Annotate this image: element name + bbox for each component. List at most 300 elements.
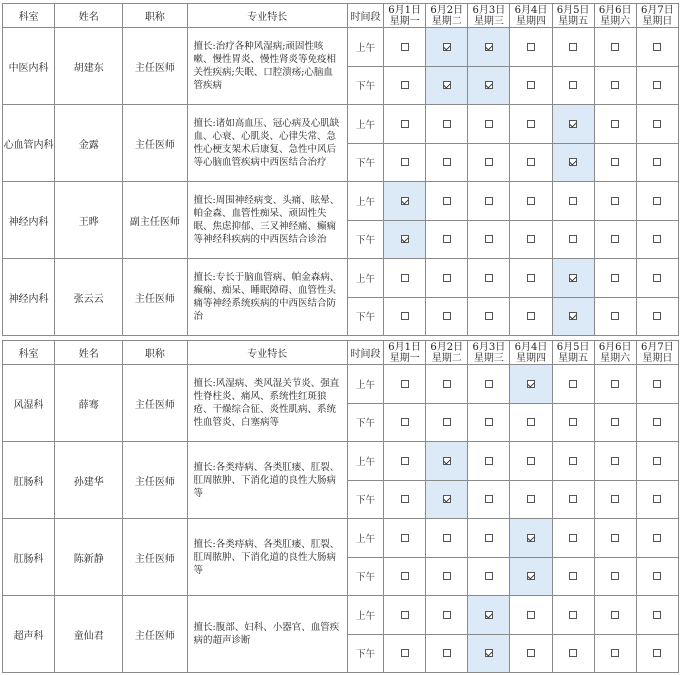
day-header: [636, 341, 678, 365]
schedule-cell[interactable]: [510, 365, 552, 404]
schedule-cell[interactable]: [552, 182, 594, 221]
empty-box-icon[interactable]: [485, 274, 493, 282]
schedule-cell[interactable]: [510, 519, 552, 558]
schedule-cell[interactable]: [552, 220, 594, 259]
date-label: 6月6日: [598, 4, 632, 16]
schedule-cell[interactable]: [552, 480, 594, 519]
empty-box-icon[interactable]: [443, 312, 451, 320]
schedule-cell[interactable]: [636, 403, 678, 442]
checked-box-icon[interactable]: [443, 81, 451, 89]
schedule-cell[interactable]: [384, 365, 426, 404]
empty-box-icon[interactable]: [485, 235, 493, 243]
schedule-cell[interactable]: [636, 365, 678, 404]
table-row: [3, 365, 679, 404]
empty-box-icon[interactable]: [401, 120, 409, 128]
doctor-name: 张云云: [55, 259, 123, 336]
empty-box-icon[interactable]: [611, 43, 619, 51]
empty-box-icon[interactable]: [569, 457, 577, 465]
schedule-cell[interactable]: [594, 297, 636, 336]
schedule-cell[interactable]: [468, 365, 510, 404]
schedule-cell[interactable]: [384, 143, 426, 182]
schedule-cell[interactable]: [384, 557, 426, 596]
empty-box-icon[interactable]: [401, 312, 409, 320]
timeslot-cell: 下午: [347, 143, 383, 182]
doctor-title: 主任医师: [123, 259, 187, 336]
empty-box-icon[interactable]: [611, 274, 619, 282]
checked-box-icon[interactable]: [485, 649, 493, 657]
date-label: 6月2日: [430, 341, 464, 353]
schedule-cell[interactable]: [468, 442, 510, 481]
empty-box-icon[interactable]: [653, 380, 661, 388]
timeslot-cell: 上午: [347, 105, 383, 144]
empty-box-icon[interactable]: [527, 235, 535, 243]
timeslot-cell: 上午: [347, 596, 383, 635]
empty-box-icon[interactable]: [485, 572, 493, 580]
schedule-cell[interactable]: [468, 557, 510, 596]
empty-box-icon[interactable]: [401, 43, 409, 51]
empty-box-icon[interactable]: [569, 197, 577, 205]
schedule-cell[interactable]: [552, 596, 594, 635]
empty-box-icon[interactable]: [401, 534, 409, 542]
schedule-cell[interactable]: [594, 220, 636, 259]
schedule-cell[interactable]: [594, 634, 636, 673]
empty-box-icon[interactable]: [653, 457, 661, 465]
empty-box-icon[interactable]: [401, 572, 409, 580]
schedule-cell[interactable]: [510, 220, 552, 259]
specialty-cell: 擅长:诸如高血压、冠心病及心肌缺血、心衰、心肌炎、心律失常、急性心梗支架术后康复、急性中风后等心脑血管疾病中西医结合治疗: [187, 105, 347, 182]
schedule-cell[interactable]: [384, 634, 426, 673]
weekday-label: 星期三: [473, 15, 504, 27]
schedule-cell[interactable]: [594, 519, 636, 558]
schedule-cell[interactable]: [468, 596, 510, 635]
schedule-cell[interactable]: [468, 182, 510, 221]
schedule-cell[interactable]: [510, 105, 552, 144]
day-header: [594, 341, 636, 365]
day-header: [426, 4, 468, 28]
checked-box-icon[interactable]: [569, 312, 577, 320]
schedule-cell[interactable]: [468, 105, 510, 144]
empty-box-icon[interactable]: [485, 312, 493, 320]
schedule-cell[interactable]: [594, 259, 636, 298]
empty-box-icon[interactable]: [653, 197, 661, 205]
schedule-cell[interactable]: [636, 596, 678, 635]
header-row: [3, 341, 679, 365]
empty-box-icon[interactable]: [569, 572, 577, 580]
checked-box-icon[interactable]: [569, 158, 577, 166]
day-header: [468, 341, 510, 365]
table-row: [3, 596, 679, 635]
empty-box-icon[interactable]: [527, 197, 535, 205]
schedule-cell[interactable]: [636, 66, 678, 105]
schedule-cell[interactable]: [510, 442, 552, 481]
empty-box-icon[interactable]: [401, 495, 409, 503]
schedule-cell[interactable]: [552, 297, 594, 336]
day-header: [384, 341, 426, 365]
empty-box-icon[interactable]: [611, 611, 619, 619]
empty-box-icon[interactable]: [611, 418, 619, 426]
specialty-cell: 擅长:各类痔病、各类肛瘘、肛裂、肛周脓肿、下消化道的良性大肠病等: [187, 519, 347, 596]
schedule-cell[interactable]: [594, 596, 636, 635]
weekday-label: 星期日: [642, 15, 673, 27]
empty-box-icon[interactable]: [485, 495, 493, 503]
header-row: [3, 4, 679, 28]
empty-box-icon[interactable]: [611, 81, 619, 89]
schedule-cell[interactable]: [636, 634, 678, 673]
empty-box-icon[interactable]: [443, 235, 451, 243]
date-label: 6月6日: [598, 341, 632, 353]
empty-box-icon[interactable]: [611, 120, 619, 128]
empty-box-icon[interactable]: [401, 81, 409, 89]
checked-box-icon[interactable]: [443, 457, 451, 465]
empty-box-icon[interactable]: [485, 197, 493, 205]
schedule-cell[interactable]: [552, 557, 594, 596]
empty-box-icon[interactable]: [569, 418, 577, 426]
schedule-cell[interactable]: [384, 105, 426, 144]
empty-box-icon[interactable]: [611, 649, 619, 657]
date-label: 6月4日: [514, 341, 548, 353]
empty-box-icon[interactable]: [527, 43, 535, 51]
schedule-cell[interactable]: [594, 403, 636, 442]
empty-box-icon[interactable]: [401, 611, 409, 619]
schedule-cell[interactable]: [384, 403, 426, 442]
checked-box-icon[interactable]: [485, 611, 493, 619]
schedule-cell[interactable]: [552, 519, 594, 558]
schedule-cell[interactable]: [636, 557, 678, 596]
empty-box-icon[interactable]: [443, 158, 451, 166]
schedule-cell[interactable]: [510, 634, 552, 673]
schedule-cell[interactable]: [594, 143, 636, 182]
dept-cell: 超声科: [3, 596, 55, 673]
schedule-cell[interactable]: [468, 634, 510, 673]
empty-box-icon[interactable]: [401, 418, 409, 426]
dept-header: 科室: [3, 4, 55, 28]
specialty-cell: 擅长:腹部、妇科、小器官、血管疾病的超声诊断: [187, 596, 347, 673]
doctor-name: 金露: [55, 105, 123, 182]
schedule-cell[interactable]: [468, 259, 510, 298]
empty-box-icon[interactable]: [443, 380, 451, 388]
schedule-cell[interactable]: [552, 28, 594, 67]
schedule-cell[interactable]: [510, 66, 552, 105]
empty-box-icon[interactable]: [611, 197, 619, 205]
checked-box-icon[interactable]: [569, 274, 577, 282]
specialty-cell: 擅长:治疗各种风湿病;顽固性咳嗽、慢性胃炎、慢性肾炎等免疫相关性疾病;失眠、口腔溃疡;心脑血管疾病: [187, 28, 347, 105]
checked-box-icon[interactable]: [527, 534, 535, 542]
schedule-cell[interactable]: [594, 28, 636, 67]
table-row: [3, 182, 679, 221]
schedule-cell[interactable]: [384, 259, 426, 298]
empty-box-icon[interactable]: [485, 120, 493, 128]
empty-box-icon[interactable]: [527, 649, 535, 657]
schedule-cell[interactable]: [468, 143, 510, 182]
empty-box-icon[interactable]: [443, 611, 451, 619]
empty-box-icon[interactable]: [611, 380, 619, 388]
empty-box-icon[interactable]: [443, 197, 451, 205]
empty-box-icon[interactable]: [569, 380, 577, 388]
checked-box-icon[interactable]: [527, 380, 535, 388]
schedule-cell[interactable]: [384, 480, 426, 519]
timeslot-cell: 上午: [347, 442, 383, 481]
schedule-cell[interactable]: [510, 259, 552, 298]
schedule-cell[interactable]: [426, 365, 468, 404]
schedule-cell[interactable]: [426, 596, 468, 635]
schedule-cell[interactable]: [384, 220, 426, 259]
empty-box-icon[interactable]: [653, 274, 661, 282]
doctor-name: 陈新静: [55, 519, 123, 596]
empty-box-icon[interactable]: [611, 158, 619, 166]
empty-box-icon[interactable]: [527, 158, 535, 166]
empty-box-icon[interactable]: [569, 81, 577, 89]
schedule-cell[interactable]: [468, 297, 510, 336]
schedule-cell[interactable]: [426, 519, 468, 558]
schedule-cell[interactable]: [426, 634, 468, 673]
schedule-cell[interactable]: [426, 442, 468, 481]
weekday-label: 星期一: [389, 15, 420, 27]
empty-box-icon[interactable]: [653, 312, 661, 320]
checked-box-icon[interactable]: [485, 43, 493, 51]
schedule-cell[interactable]: [426, 480, 468, 519]
schedule-cell[interactable]: [468, 403, 510, 442]
empty-box-icon[interactable]: [653, 495, 661, 503]
dept-header: 科室: [3, 341, 55, 365]
empty-box-icon[interactable]: [485, 418, 493, 426]
checked-box-icon[interactable]: [569, 120, 577, 128]
schedule-cell[interactable]: [384, 442, 426, 481]
empty-box-icon[interactable]: [485, 534, 493, 542]
date-label: 6月5日: [556, 4, 590, 16]
schedule-cell[interactable]: [384, 519, 426, 558]
empty-box-icon[interactable]: [527, 457, 535, 465]
schedule-cell[interactable]: [426, 66, 468, 105]
empty-box-icon[interactable]: [611, 235, 619, 243]
schedule-cell[interactable]: [384, 66, 426, 105]
schedule-cell[interactable]: [594, 105, 636, 144]
schedule-cell[interactable]: [594, 480, 636, 519]
day-header: [510, 4, 552, 28]
schedule-cell[interactable]: [426, 105, 468, 144]
schedule-cell[interactable]: [510, 480, 552, 519]
schedule-cell[interactable]: [426, 143, 468, 182]
schedule-cell[interactable]: [426, 28, 468, 67]
doctor-title: 主任医师: [123, 442, 187, 519]
day-header: [594, 4, 636, 28]
checked-box-icon[interactable]: [443, 495, 451, 503]
doctor-title: 主任医师: [123, 365, 187, 442]
schedule-cell[interactable]: [552, 66, 594, 105]
schedule-cell[interactable]: [594, 365, 636, 404]
empty-box-icon[interactable]: [569, 534, 577, 542]
schedule-cell[interactable]: [510, 596, 552, 635]
checked-box-icon[interactable]: [485, 81, 493, 89]
empty-box-icon[interactable]: [485, 380, 493, 388]
empty-box-icon[interactable]: [527, 611, 535, 619]
empty-box-icon[interactable]: [401, 457, 409, 465]
timeslot-cell: 下午: [347, 297, 383, 336]
empty-box-icon[interactable]: [527, 274, 535, 282]
schedule-table-1: [2, 3, 679, 336]
timeslot-cell: 上午: [347, 182, 383, 221]
schedule-cell[interactable]: [384, 297, 426, 336]
schedule-cell[interactable]: [594, 66, 636, 105]
timeslot-cell: 下午: [347, 220, 383, 259]
schedule-cell[interactable]: [552, 259, 594, 298]
empty-box-icon[interactable]: [443, 572, 451, 580]
schedule-cell[interactable]: [468, 220, 510, 259]
empty-box-icon[interactable]: [527, 120, 535, 128]
checked-box-icon[interactable]: [527, 572, 535, 580]
timeslot-cell: 下午: [347, 557, 383, 596]
schedule-cell[interactable]: [426, 259, 468, 298]
checked-box-icon[interactable]: [401, 235, 409, 243]
schedule-cell[interactable]: [510, 28, 552, 67]
schedule-cell[interactable]: [384, 28, 426, 67]
empty-box-icon[interactable]: [443, 274, 451, 282]
schedule-cell[interactable]: [636, 297, 678, 336]
doctor-name: 王晔: [55, 182, 123, 259]
schedule-cell[interactable]: [636, 143, 678, 182]
weekday-label: 星期六: [600, 15, 631, 27]
schedule-cell[interactable]: [384, 182, 426, 221]
table-row: [3, 519, 679, 558]
schedule-cell[interactable]: [636, 105, 678, 144]
weekday-label: 星期一: [389, 352, 420, 364]
schedule-cell[interactable]: [636, 259, 678, 298]
schedule-cell[interactable]: [426, 557, 468, 596]
empty-box-icon[interactable]: [527, 495, 535, 503]
empty-box-icon[interactable]: [401, 274, 409, 282]
empty-box-icon[interactable]: [443, 120, 451, 128]
doctor-name: 童仙君: [55, 596, 123, 673]
weekday-label: 星期六: [600, 352, 631, 364]
schedule-cell[interactable]: [510, 403, 552, 442]
schedule-cell[interactable]: [636, 28, 678, 67]
weekday-label: 星期日: [642, 352, 673, 364]
specialty-cell: 擅长:专长于脑血管病、帕金森病、癫痫、痴呆、睡眠障碍、血管性头痛等神经系统疾病的中西医结合防治: [187, 259, 347, 336]
weekday-label: 星期二: [431, 15, 462, 27]
empty-box-icon[interactable]: [569, 235, 577, 243]
table-row: [3, 105, 679, 144]
checked-box-icon[interactable]: [443, 43, 451, 51]
doctor-title: 主任医师: [123, 596, 187, 673]
schedule-cell[interactable]: [636, 519, 678, 558]
empty-box-icon[interactable]: [527, 418, 535, 426]
doctor-title: 副主任医师: [123, 182, 187, 259]
empty-box-icon[interactable]: [401, 158, 409, 166]
timeslot-cell: 上午: [347, 259, 383, 298]
doctor-title: 主任医师: [123, 105, 187, 182]
checked-box-icon[interactable]: [401, 197, 409, 205]
empty-box-icon[interactable]: [569, 649, 577, 657]
date-label: 6月7日: [641, 341, 674, 353]
schedule-cell[interactable]: [552, 365, 594, 404]
schedule-cell[interactable]: [594, 182, 636, 221]
weekday-label: 星期五: [558, 15, 589, 27]
name-header: 姓名: [55, 4, 123, 28]
schedule-cell[interactable]: [468, 519, 510, 558]
schedule-cell[interactable]: [636, 480, 678, 519]
empty-box-icon[interactable]: [443, 418, 451, 426]
date-label: 6月1日: [388, 341, 421, 353]
empty-box-icon[interactable]: [527, 81, 535, 89]
empty-box-icon[interactable]: [611, 312, 619, 320]
schedule-cell[interactable]: [594, 557, 636, 596]
timeslot-cell: 下午: [347, 403, 383, 442]
empty-box-icon[interactable]: [611, 572, 619, 580]
empty-box-icon[interactable]: [653, 611, 661, 619]
empty-box-icon[interactable]: [611, 457, 619, 465]
timeslot-header: 时间段: [347, 341, 383, 365]
empty-box-icon[interactable]: [611, 495, 619, 503]
schedule-cell[interactable]: [468, 28, 510, 67]
title-header: 职称: [123, 341, 187, 365]
schedule-cell[interactable]: [426, 220, 468, 259]
schedule-cell[interactable]: [468, 480, 510, 519]
schedule-cell[interactable]: [636, 220, 678, 259]
date-label: 6月4日: [514, 4, 548, 16]
empty-box-icon[interactable]: [401, 380, 409, 388]
schedule-cell[interactable]: [384, 596, 426, 635]
empty-box-icon[interactable]: [527, 312, 535, 320]
schedule-cell[interactable]: [594, 442, 636, 481]
empty-box-icon[interactable]: [653, 572, 661, 580]
date-label: 6月3日: [472, 4, 506, 16]
schedule-cell[interactable]: [552, 105, 594, 144]
schedule-cell[interactable]: [510, 297, 552, 336]
empty-box-icon[interactable]: [569, 495, 577, 503]
empty-box-icon[interactable]: [653, 43, 661, 51]
timeslot-header: 时间段: [347, 4, 383, 28]
schedule-cell[interactable]: [636, 182, 678, 221]
empty-box-icon[interactable]: [653, 418, 661, 426]
schedule-cell[interactable]: [552, 442, 594, 481]
empty-box-icon[interactable]: [611, 534, 619, 542]
empty-box-icon[interactable]: [401, 649, 409, 657]
empty-box-icon[interactable]: [653, 649, 661, 657]
schedule-cell[interactable]: [510, 182, 552, 221]
empty-box-icon[interactable]: [653, 158, 661, 166]
empty-box-icon[interactable]: [653, 534, 661, 542]
doctor-title: 主任医师: [123, 28, 187, 105]
schedule-cell[interactable]: [468, 66, 510, 105]
day-header: [552, 341, 594, 365]
empty-box-icon[interactable]: [485, 457, 493, 465]
schedule-cell[interactable]: [426, 182, 468, 221]
empty-box-icon[interactable]: [653, 81, 661, 89]
empty-box-icon[interactable]: [443, 649, 451, 657]
schedule-cell[interactable]: [552, 403, 594, 442]
schedule-cell[interactable]: [426, 297, 468, 336]
empty-box-icon[interactable]: [485, 158, 493, 166]
dept-cell: 神经内科: [3, 259, 55, 336]
empty-box-icon[interactable]: [569, 611, 577, 619]
schedule-cell[interactable]: [426, 403, 468, 442]
date-label: 6月2日: [430, 4, 464, 16]
empty-box-icon[interactable]: [653, 120, 661, 128]
timeslot-cell: 下午: [347, 480, 383, 519]
specialty-header: 专业特长: [187, 341, 347, 365]
schedule-cell[interactable]: [636, 442, 678, 481]
schedule-cell[interactable]: [552, 143, 594, 182]
empty-box-icon[interactable]: [443, 534, 451, 542]
empty-box-icon[interactable]: [653, 235, 661, 243]
dept-cell: 肛肠科: [3, 519, 55, 596]
schedule-cell[interactable]: [552, 634, 594, 673]
weekday-label: 星期四: [515, 15, 546, 27]
dept-cell: 心血管内科: [3, 105, 55, 182]
empty-box-icon[interactable]: [569, 43, 577, 51]
schedule-cell[interactable]: [510, 143, 552, 182]
schedule-cell[interactable]: [510, 557, 552, 596]
specialty-cell: 擅长:风湿病、类风湿关节炎、强直性脊柱炎、痛风、系统性红斑狼疮、干燥综合征、炎性肌病、系统性血管炎、白塞病等: [187, 365, 347, 442]
